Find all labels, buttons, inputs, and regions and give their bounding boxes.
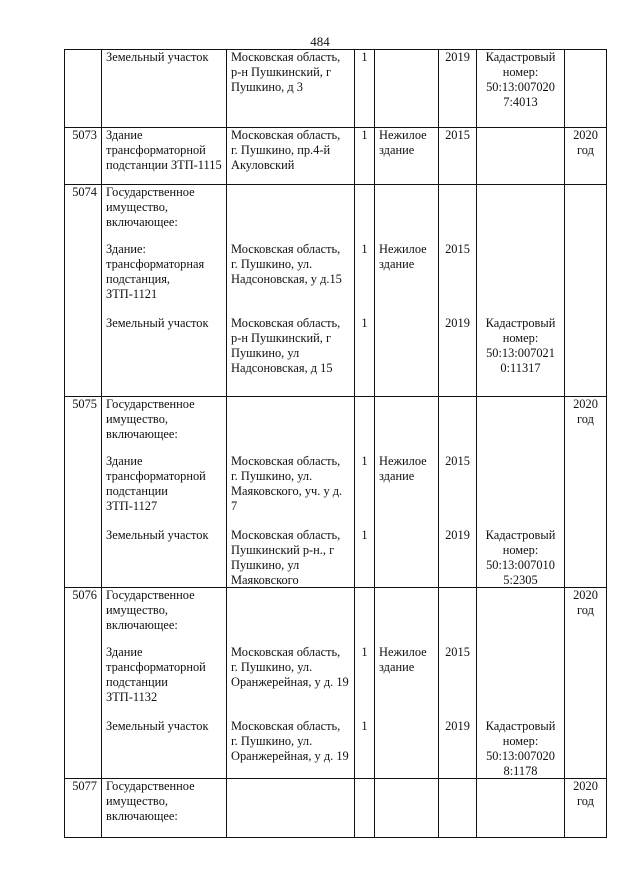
cell-type (375, 185, 439, 397)
qty-text (355, 588, 374, 645)
name-text: Земельный участок (106, 719, 209, 733)
address-text (227, 779, 354, 837)
cell-address (227, 185, 355, 397)
cell-name (102, 128, 227, 185)
cadastral-text: Кадастровый номер: 50:13:007010 5:2305 (485, 528, 556, 587)
year-text: 2019 (445, 528, 470, 542)
cell-type (375, 397, 439, 588)
cell-type (375, 779, 439, 838)
cadastral-text: Кадастровый номер: 50:13:007020 8:1178 (485, 719, 556, 778)
address-text: Московская область, г. Пушкино, ул. Маяковского, уч. у д. 7 (231, 454, 343, 513)
year-text (439, 185, 476, 242)
year-text (439, 588, 476, 645)
cell-end-year (565, 397, 607, 588)
cadastral-text (477, 242, 564, 316)
entry-number (65, 50, 101, 127)
cell-address (227, 50, 355, 128)
entry-number: 5073 (72, 128, 97, 142)
name-text: Земельный участок (106, 50, 209, 64)
cadastral-text: Кадастровый номер: 50:13:007020 7:4013 (485, 50, 556, 109)
cadastral-text (477, 779, 564, 837)
type-text: Нежилое здание (379, 128, 427, 157)
cell-qty (355, 588, 375, 779)
cell-entry-number (65, 185, 102, 397)
cell-qty (355, 185, 375, 397)
name-text: Здание трансформаторной подстанции ЗТП-1127 (106, 454, 206, 513)
year-text (439, 397, 476, 454)
cell-cadastral (477, 185, 565, 397)
end-year: 2020 год (573, 397, 598, 426)
name-text: Здание трансформаторной подстанции ЗТП-1132 (106, 645, 206, 704)
cell-cadastral (477, 50, 565, 128)
cadastral-text (477, 128, 564, 184)
cadastral-text (477, 454, 564, 528)
qty-text: 1 (361, 316, 368, 330)
cell-entry-number (65, 588, 102, 779)
year-text: 2019 (445, 719, 470, 733)
name-text: Государственное имущество, включающее: (106, 779, 195, 823)
cell-qty (355, 50, 375, 128)
cell-year (439, 588, 477, 779)
cell-end-year (565, 185, 607, 397)
cell-cadastral (477, 128, 565, 185)
address-text: Московская область, р-н Пушкинский, г Пушкино, ул Надсоновская, д 15 (231, 316, 341, 375)
cadastral-text: Кадастровый номер: 50:13:007021 0:11317 (485, 316, 556, 375)
name-text: Земельный участок (106, 528, 209, 542)
property-register-table (64, 49, 607, 838)
cell-cadastral (477, 779, 565, 838)
qty-text (355, 185, 374, 242)
cell-end-year (565, 50, 607, 128)
cell-name (102, 588, 227, 779)
table-row (65, 588, 607, 779)
name-text: Здание: трансформаторная подстанция, ЗТП-1121 (106, 242, 205, 301)
name-text: Здание трансформаторной подстанции ЗТП-1115 (106, 128, 222, 172)
type-text: Нежилое здание (379, 645, 427, 674)
qty-text: 1 (361, 128, 368, 142)
type-text (375, 397, 438, 454)
entry-number: 5077 (72, 779, 97, 793)
qty-text: 1 (361, 719, 368, 733)
address-text (227, 588, 354, 645)
table-row (65, 50, 607, 128)
type-text (375, 719, 438, 778)
end-year (565, 50, 606, 127)
type-text (375, 316, 438, 396)
qty-text: 1 (361, 454, 368, 468)
end-year: 2020 год (573, 588, 598, 617)
cadastral-text (477, 397, 564, 454)
name-text: Государственное имущество, включающее: (106, 185, 195, 229)
cell-qty (355, 779, 375, 838)
cadastral-text (477, 185, 564, 242)
year-text: 2019 (445, 316, 470, 330)
cell-end-year (565, 588, 607, 779)
cell-name (102, 397, 227, 588)
address-text (227, 185, 354, 242)
cell-name (102, 50, 227, 128)
cell-entry-number (65, 50, 102, 128)
type-text: Нежилое здание (379, 454, 427, 483)
type-text (375, 588, 438, 645)
cell-cadastral (477, 397, 565, 588)
qty-text: 1 (361, 645, 368, 659)
year-text: 2015 (445, 454, 470, 468)
qty-text: 1 (361, 50, 368, 64)
cadastral-text (477, 645, 564, 719)
cell-name (102, 185, 227, 397)
entry-number: 5075 (72, 397, 97, 411)
table-row (65, 779, 607, 838)
type-text (375, 50, 438, 127)
cell-address (227, 588, 355, 779)
cell-year (439, 185, 477, 397)
cell-address (227, 779, 355, 838)
year-text (439, 779, 476, 837)
entry-number: 5074 (72, 185, 97, 199)
year-text: 2015 (445, 128, 470, 142)
end-year (565, 185, 606, 396)
cell-qty (355, 128, 375, 185)
cell-name (102, 779, 227, 838)
cell-type (375, 588, 439, 779)
cell-address (227, 397, 355, 588)
cell-end-year (565, 128, 607, 185)
cell-address (227, 128, 355, 185)
type-text (375, 185, 438, 242)
year-text: 2015 (445, 242, 470, 256)
entry-number: 5076 (72, 588, 97, 602)
end-year: 2020 год (573, 128, 598, 157)
name-text: Земельный участок (106, 316, 209, 330)
name-text: Государственное имущество, включающее: (106, 588, 195, 632)
cell-entry-number (65, 779, 102, 838)
qty-text: 1 (361, 242, 368, 256)
type-text (375, 528, 438, 587)
cell-year (439, 50, 477, 128)
type-text (375, 779, 438, 837)
cell-year (439, 779, 477, 838)
address-text: Московская область, р-н Пушкинский, г Пушкино, д 3 (231, 50, 341, 94)
name-text: Государственное имущество, включающее: (106, 397, 195, 441)
cell-entry-number (65, 128, 102, 185)
address-text: Московская область, г. Пушкино, пр.4-й Акуловский (231, 128, 341, 172)
cell-type (375, 50, 439, 128)
table-row (65, 397, 607, 588)
address-text: Московская область, г. Пушкино, ул. Оранжерейная, у д. 19 (231, 645, 349, 689)
address-text: Московская область, г. Пушкино, ул. Оранжерейная, у д. 19 (231, 719, 349, 763)
cell-type (375, 128, 439, 185)
page-number: 484 (310, 34, 330, 49)
end-year: 2020 год (573, 779, 598, 808)
type-text: Нежилое здание (379, 242, 427, 271)
cell-qty (355, 397, 375, 588)
cell-year (439, 128, 477, 185)
address-text: Московская область, Пушкинский р-н., г Пушкино, ул Маяковского (231, 528, 341, 587)
qty-text (355, 779, 374, 837)
cell-cadastral (477, 588, 565, 779)
cadastral-text (477, 588, 564, 645)
cell-entry-number (65, 397, 102, 588)
address-text (227, 397, 354, 454)
year-text: 2019 (445, 50, 470, 64)
table-row (65, 128, 607, 185)
year-text: 2015 (445, 645, 470, 659)
cell-year (439, 397, 477, 588)
address-text: Московская область, г. Пушкино, ул. Надсоновская, у д.15 (231, 242, 342, 286)
qty-text: 1 (361, 528, 368, 542)
table-row (65, 185, 607, 397)
qty-text (355, 397, 374, 454)
cell-end-year (565, 779, 607, 838)
